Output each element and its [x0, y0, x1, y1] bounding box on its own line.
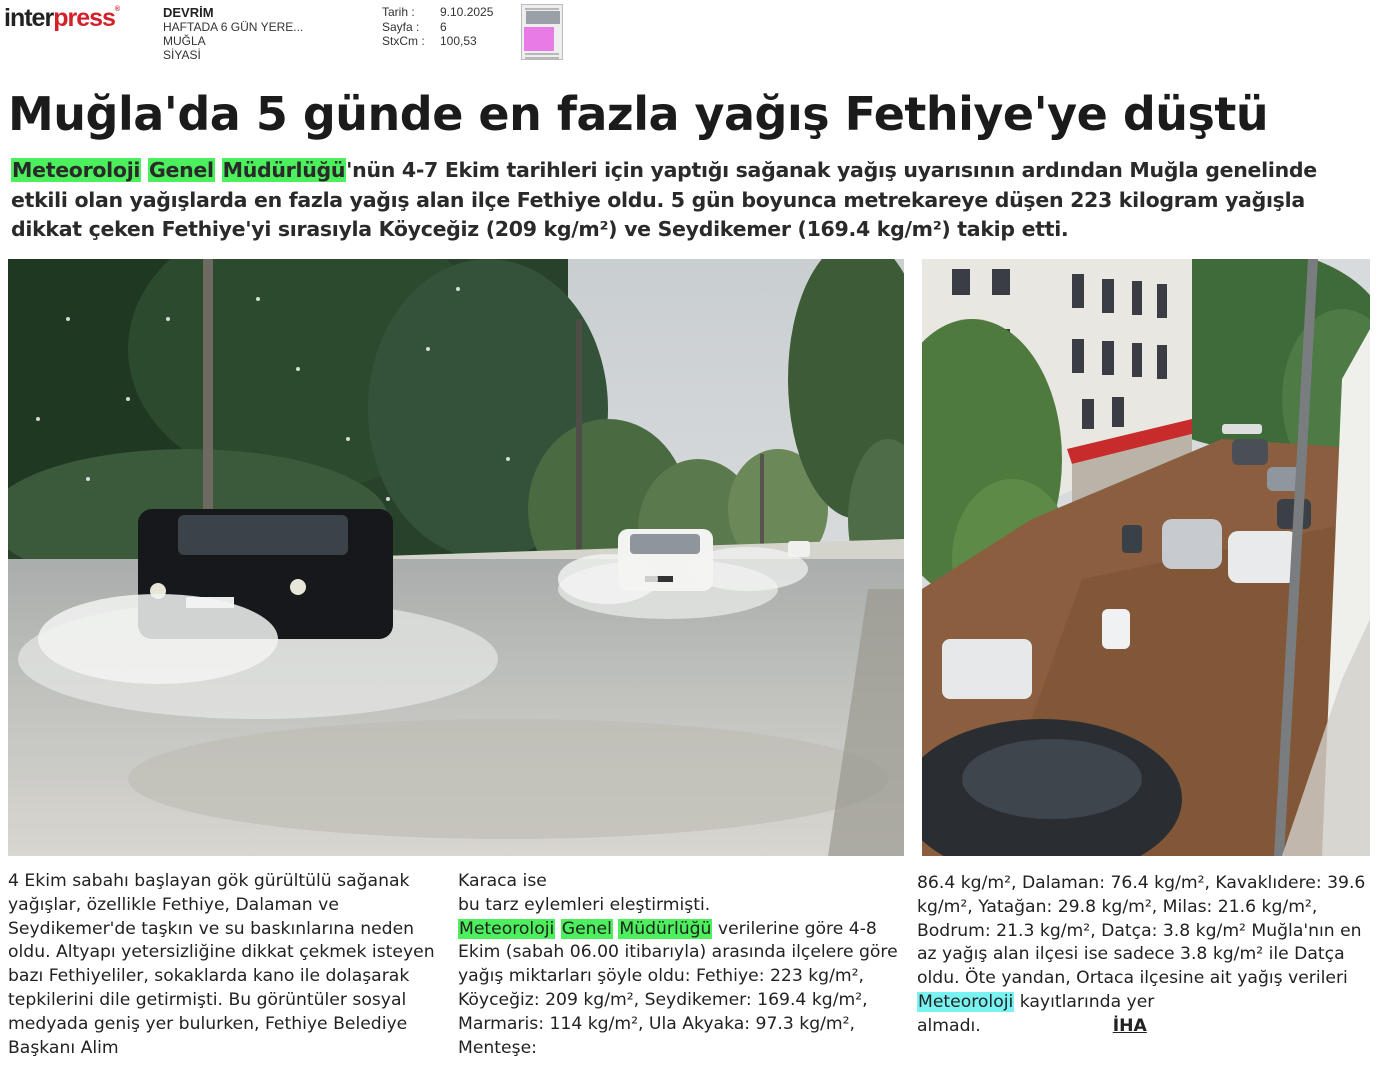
publication-region: MUĞLA — [163, 34, 206, 48]
page-value: 6 — [440, 19, 447, 34]
highlight-term: Meteoroloji — [918, 991, 1014, 1012]
body-column-3 — [917, 872, 1379, 1039]
body-text: kayıtlarında yer almadı. — [917, 991, 1155, 1036]
page-thumbnail[interactable] — [521, 4, 563, 60]
body-text: verilerine göre 4-8 Ekim (sabah 06.00 itibarıyla) arasında ilçelere göre yağış miktarları şöyle oldu: Fethiye: 223 kg/m², Köyceğiz: 209 kg/m², Seydikemer: 169.4 kg/m², Marmaris: 114 kg/m², Ula Akyaka: 97.3 kg/m², Menteşe: — [458, 918, 898, 1058]
publication-section: SİYASİ — [163, 48, 201, 62]
flooded-street-photo — [922, 259, 1370, 856]
body-line: Karaca ise — [458, 871, 547, 891]
publication-name: DEVRİM — [163, 5, 214, 20]
publication-frequency: HAFTADA 6 GÜN YERE... — [163, 20, 304, 34]
date-label: Tarih : — [382, 5, 415, 19]
flooded-road-photo — [8, 259, 904, 856]
date-value: 9.10.2025 — [440, 5, 494, 19]
highlight-term: Müdürlüğü — [222, 158, 346, 182]
article-spot — [11, 156, 1377, 245]
clip-details — [382, 5, 493, 49]
size-value: 100,53 — [440, 34, 477, 48]
body-paragraph — [458, 918, 898, 1061]
highlight-term: Meteoroloji — [12, 158, 141, 182]
spot-text: 'nün 4-7 Ekim tarihleri için yaptığı sağanak yağış uyarısının ardından Muğla genelinde etkili olan yağışlarda en fazla yağış alan ilçe Fethiye oldu. 5 gün boyunca metrekareye düşen 223 kilogram yağışla dikkat çeken Fethiye'yi sırasıyla Köyceğiz (209 kg/m²) ve Seydikemer (169.4 kg/m²) takip etti. — [11, 158, 1317, 241]
body-column-2 — [458, 870, 898, 1060]
page-row — [382, 20, 493, 35]
highlight-term: Müdürlüğü — [619, 918, 712, 939]
date-row — [382, 5, 493, 20]
body-line: bu tarz eylemleri eleştirmişti. — [458, 894, 711, 915]
publication-info — [163, 6, 303, 62]
interpress-logo: interpress® — [4, 4, 120, 32]
highlight-term: Meteoroloji — [459, 918, 555, 939]
highlight-term: Genel — [149, 158, 214, 182]
body-paragraph: 4 Ekim sabahı başlayan gök gürültülü sağanak yağışlar, özellikle Fethiye, Dalaman ve Seydikemer'de taşkın ve su baskınlarına neden oldu. Altyapı yetersizliğine dikkat çekmek isteyen bazı Fethiyeliler, sokaklarda kano ile dolaşarak tepkilerini dile getirmişti. Bu görüntüler sosyal medyada geniş yer bulurken, Fethiye Belediye Başkanı Alim — [8, 871, 435, 1058]
size-label: StxCm : — [382, 34, 425, 48]
article-headline: Muğla'da 5 günde en fazla yağış Fethiye'ye düştü — [8, 87, 1269, 141]
page-label: Sayfa : — [382, 19, 420, 34]
size-row — [382, 34, 493, 49]
body-text: 86.4 kg/m², Dalaman: 76.4 kg/m², Kavaklıdere: 39.6 kg/m², Yatağan: 29.8 kg/m², Milas: 21.6 kg/m², Bodrum: 21.3 kg/m², Datça: 3.8 kg/m² Muğla'nın en az yağış alan ilçesi ise sadece 3.8 kg/m² ile Datça oldu. Öte yandan, Ortaca ilçesine ait yağış verileri — [917, 873, 1366, 989]
news-agency-signature: İHA — [1112, 1015, 1147, 1036]
body-column-1 — [8, 870, 448, 1060]
highlight-term: Genel — [561, 918, 612, 939]
body-paragraph — [917, 872, 1379, 1039]
